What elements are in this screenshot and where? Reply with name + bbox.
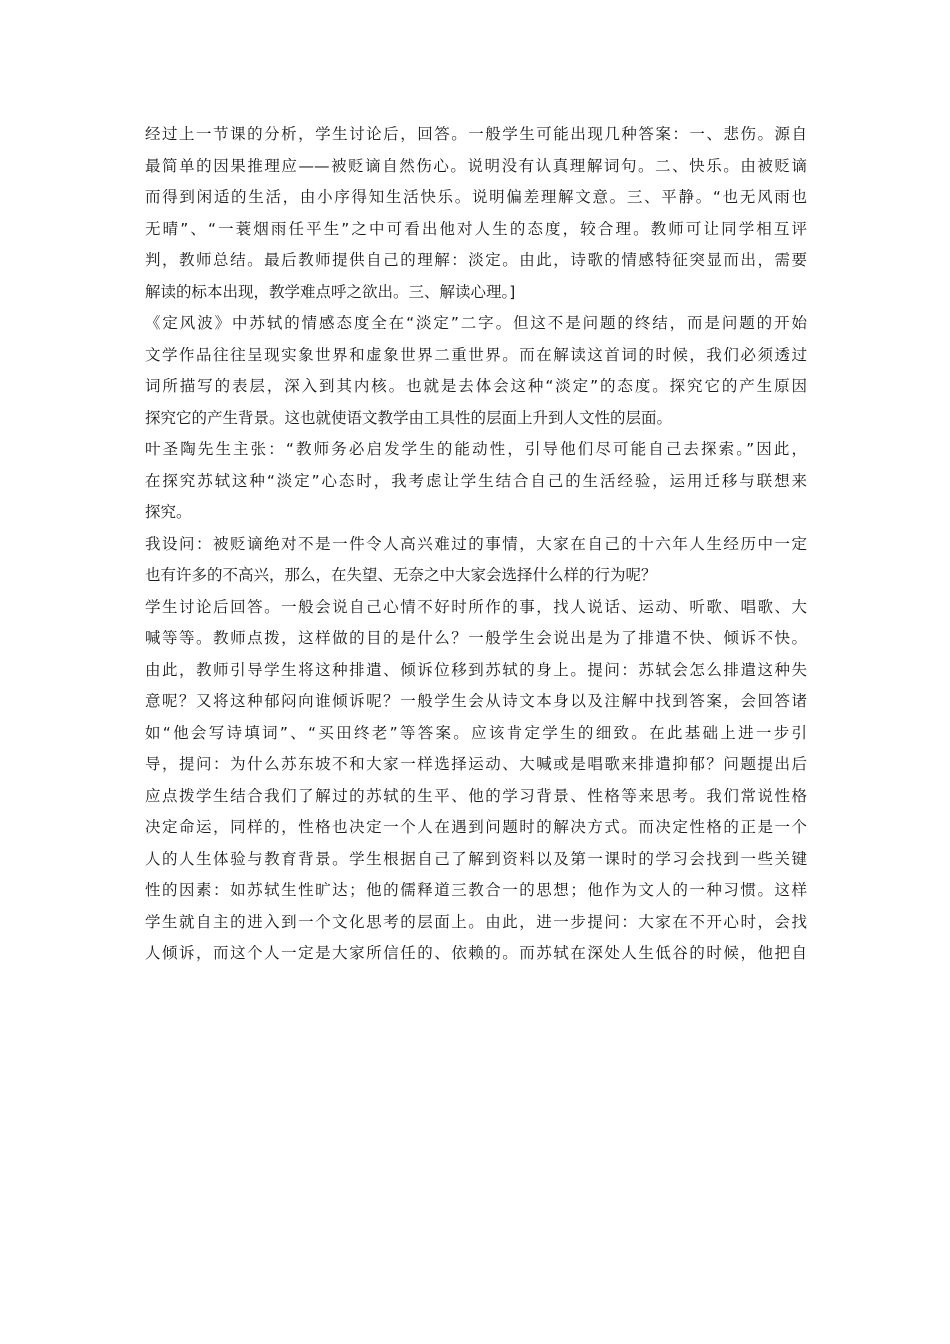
text-line: 由此，教师引导学生将这种排遣、倾诉位移到苏轼的身上。提问：苏轼会怎么排遣这种失 <box>145 660 807 679</box>
text-line: 经过上一节课的分析，学生讨论后，回答。一般学生可能出现几种答案：一、悲伤。源自 <box>145 125 807 143</box>
text-line: 也有许多的不高兴，那么，在失望、无奈之中大家会选择什么样的行为呢？ <box>145 566 657 584</box>
text-line: 解读的标本出现，教学难点呼之欲出。三、解读心理。] <box>145 282 516 301</box>
text-line: 探究它的产生背景。这也就使语文教学由工具性的层面上升到人文性的层面。 <box>145 408 673 427</box>
paragraph-2 <box>145 308 807 434</box>
text-line: 在探究苏轼这种“淡定”心态时，我考虑让学生结合自己的生活经验，运用迁移与联想来 <box>145 471 807 490</box>
text-line: 决定命运，同样的，性格也决定一个人在遇到问题时的解决方式。而决定性格的正是一个 <box>145 818 807 836</box>
text-line: 判，教师总结。最后教师提供自己的理解：淡定。由此，诗歌的情感特征突显而出，需要 <box>145 251 807 269</box>
text-line: 《定风波》中苏轼的情感态度全在“淡定”二字。但这不是问题的终结，而是问题的开始 <box>145 314 807 332</box>
text-line: 而得到闲适的生活，由小序得知生活快乐。说明偏差理解文意。三、平静。“也无风雨也 <box>145 188 807 206</box>
text-line: 探究。 <box>145 503 192 521</box>
text-line: 学生就自主的进入到一个文化思考的层面上。由此，进一步提问：大家在不开心时，会找 <box>145 912 807 931</box>
paragraph-4 <box>145 529 807 592</box>
text-line: 导，提问：为什么苏东坡不和大家一样选择运动、大喊或是唱歌来排遣抑郁？问题提出后 <box>145 755 807 773</box>
text-line: 意呢？又将这种郁闷向谁倾诉呢？一般学生会从诗文本身以及注解中找到答案，会回答诸 <box>145 692 807 710</box>
paragraph-5 <box>145 592 807 970</box>
document-body <box>145 119 807 970</box>
text-line: 应点拨学生结合我们了解过的苏轼的生平、他的学习背景、性格等来思考。我们常说性格 <box>145 786 807 805</box>
text-line: 最简单的因果推理应——被贬谪自然伤心。说明没有认真理解词句。二、快乐。由被贬谪 <box>145 156 807 175</box>
text-line: 人的人生体验与教育背景。学生根据自己了解到资料以及第一课时的学习会找到一些关键 <box>145 849 807 868</box>
text-line: 人倾诉，而这个人一定是大家所信任的、依赖的。而苏轼在深处人生低谷的时候，他把自 <box>145 944 807 962</box>
text-line: 喊等等。教师点拨，这样做的目的是什么？一般学生会说出是为了排遣不快、倾诉不快。 <box>145 629 807 647</box>
text-line: 文学作品往往呈现实象世界和虚象世界二重世界。而在解读这首词的时候，我们必须透过 <box>145 345 807 364</box>
text-line: 学生讨论后回答。一般会说自己心情不好时所作的事，找人说话、运动、听歌、唱歌、大 <box>145 597 807 616</box>
text-line: 无晴”、“一蓑烟雨任平生”之中可看出他对人生的态度，较合理。教师可让同学相互评 <box>145 219 807 238</box>
text-line: 词所描写的表层，深入到其内核。也就是去体会这种“淡定”的态度。探究它的产生原因 <box>145 377 807 395</box>
paragraph-3 <box>145 434 807 529</box>
paragraph-1 <box>145 119 807 308</box>
text-line: 如“他会写诗填词”、“买田终老”等答案。应该肯定学生的细致。在此基础上进一步引 <box>145 723 807 742</box>
text-line: 叶圣陶先生主张：“教师务必启发学生的能动性，引导他们尽可能自己去探索。”因此， <box>145 440 807 458</box>
text-line: 性的因素：如苏轼生性旷达；他的儒释道三教合一的思想；他作为文人的一种习惯。这样 <box>145 881 807 899</box>
text-line: 我设问：被贬谪绝对不是一件令人高兴难过的事情，大家在自己的十六年人生经历中一定 <box>145 534 807 553</box>
